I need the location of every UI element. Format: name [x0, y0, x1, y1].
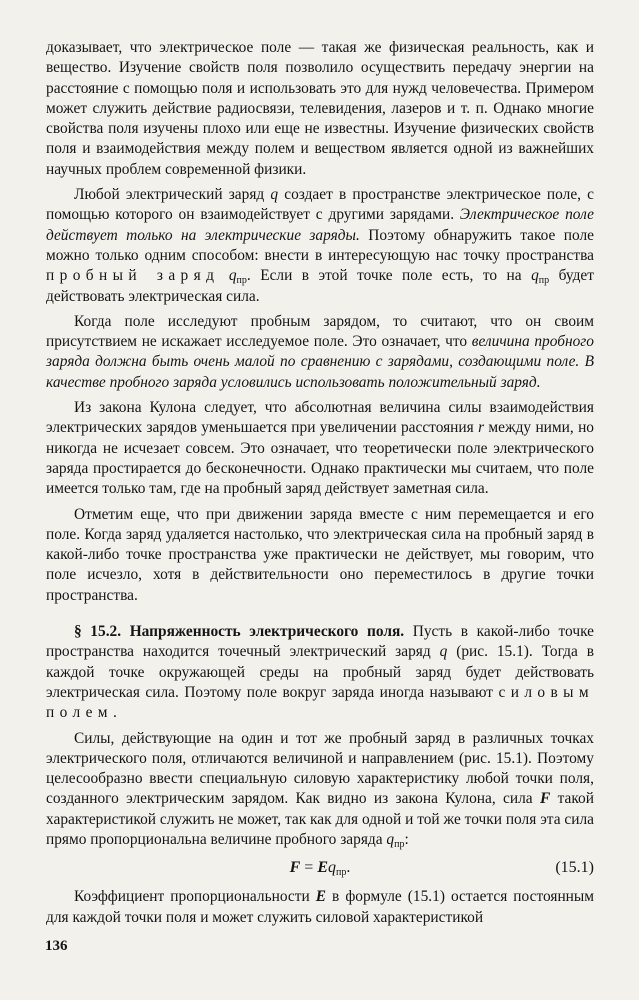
- var-q: q: [328, 859, 336, 877]
- text-run: будет действовать электрическая сила.: [46, 267, 594, 305]
- text-run: создает в пространстве электрическое поле, с помощью которого он взаимодействует с другими зарядами.: [46, 186, 595, 224]
- formula-15-1: [46, 854, 594, 884]
- var-q: q: [228, 267, 237, 285]
- text-run: .: [112, 704, 117, 722]
- spaced-term: силовым полем: [46, 683, 594, 722]
- var-E: E: [315, 888, 327, 906]
- subscript: пр: [538, 275, 550, 287]
- text-run: Силы, действующие на один и тот же пробный заряд в различных точках электрического поля, отличаются величиной и направлением (рис. 15.1). Поэтому целесообразно ввести специальную силовую характеристику любой точки поля, созданного электрическим зарядом. Как видно из закона Кулона, сила: [46, 729, 594, 808]
- text-run: Любой электрический заряд: [74, 186, 271, 204]
- formula-number: (15.1): [555, 859, 594, 877]
- var-q: q: [386, 830, 395, 848]
- text-run: в формуле (15.1) остается постоянным для каждой точки поля и может служить силовой характеристикой: [46, 888, 594, 926]
- paragraph-8: [46, 887, 594, 928]
- subscript: пр: [394, 838, 405, 850]
- text-run: такой характеристикой служить не может, так как для одной и той же точки поля эта сила прямо пропорциональна величине пробного заряда: [46, 790, 594, 848]
- equals-sign: =: [300, 859, 318, 877]
- paragraph-1: доказывает, что электрическое поле — такая же физическая реальность, как и вещество. Изучение свойств поля позволило осуществить передачу энергии на расстояние с помощью поля и использовать это для нужд человечества. Примером может служить действие радиосвязи, телевидения, лазеров и т. п. Однако многие свойства поля изучены плохо или еще не известны. Изучение физических свойств поля и взаимодействия между полем и веществом является одной из важнейших научных проблем современной физики.: [46, 39, 594, 178]
- text-run: . Если в этой точке поле есть, то на: [246, 267, 532, 285]
- text-run: Коэффициент пропорциональности: [74, 888, 316, 906]
- text-run: Из закона Кулона следует, что абсолютная величина силы взаимодействия электрических зарядов уменьшается при увеличении расстояния: [46, 399, 594, 437]
- paragraph-7: [46, 729, 594, 851]
- text-run: Пусть в какой-либо точке пространства находится точечный электрический заряд: [46, 623, 594, 661]
- page-number: 136: [45, 938, 68, 954]
- paragraph-4: [46, 398, 594, 499]
- subscript: пр: [236, 275, 247, 287]
- var-q: q: [531, 267, 539, 285]
- text-run: (рис. 15.1). Тогда в каждой точке окружающей среды на пробный заряд будет действовать электрическая сила. Поэтому поле вокруг заряда иногда называют: [46, 643, 594, 701]
- formula-expression: [46, 858, 594, 878]
- var-r: r: [478, 419, 485, 437]
- paragraph-2: [46, 185, 594, 307]
- text-run: :: [404, 830, 409, 848]
- var-q: q: [270, 186, 279, 204]
- subscript: пр: [336, 867, 347, 879]
- var-F: F: [289, 859, 301, 877]
- paragraph-5: Отметим еще, что при движении заряда вместе с ним перемещается и его поле. Когда заряд удаляется настолько, что электрическая сила на пробный заряд в какой-либо точке пространства уже практически не действует, мы говорим, что поле исчезло, хотя в действительности оно переместилось в другие точки пространства.: [46, 505, 594, 604]
- text-run: между ними, но никогда не исчезает совсем. Это означает, что теоретически поле электрического заряда простирается до бесконечности. Однако практически мы считаем, что поле имеется только там, где на пробный заряд действует заметная сила.: [46, 419, 594, 498]
- text-run: Поэтому обнаружить такое поле можно только одним способом: внести в интересующую нас точку пространства: [46, 226, 594, 264]
- emphasis: Электрическое поле действует только на электрические заряды.: [46, 206, 595, 244]
- spaced-term: пробный заряд: [46, 267, 220, 285]
- period: .: [346, 859, 351, 877]
- var-E: E: [317, 859, 328, 877]
- emphasis: величина пробного заряда должна быть очень малой по сравнению с зарядами, создающими поле. В качестве пробного заряда условились использовать положительный заряд.: [46, 333, 594, 391]
- var-F: F: [540, 790, 551, 808]
- var-q: q: [439, 643, 448, 661]
- page-text: [46, 38, 594, 928]
- paragraph-6: [46, 622, 594, 723]
- text-run: Когда поле исследуют пробным зарядом, то считают, что он своим присутствием не искажает исследуемое поле. Это означает, что: [46, 312, 594, 351]
- section-heading: § 15.2. Напряженность электрического поля.: [74, 623, 405, 641]
- paragraph-3: [46, 312, 594, 393]
